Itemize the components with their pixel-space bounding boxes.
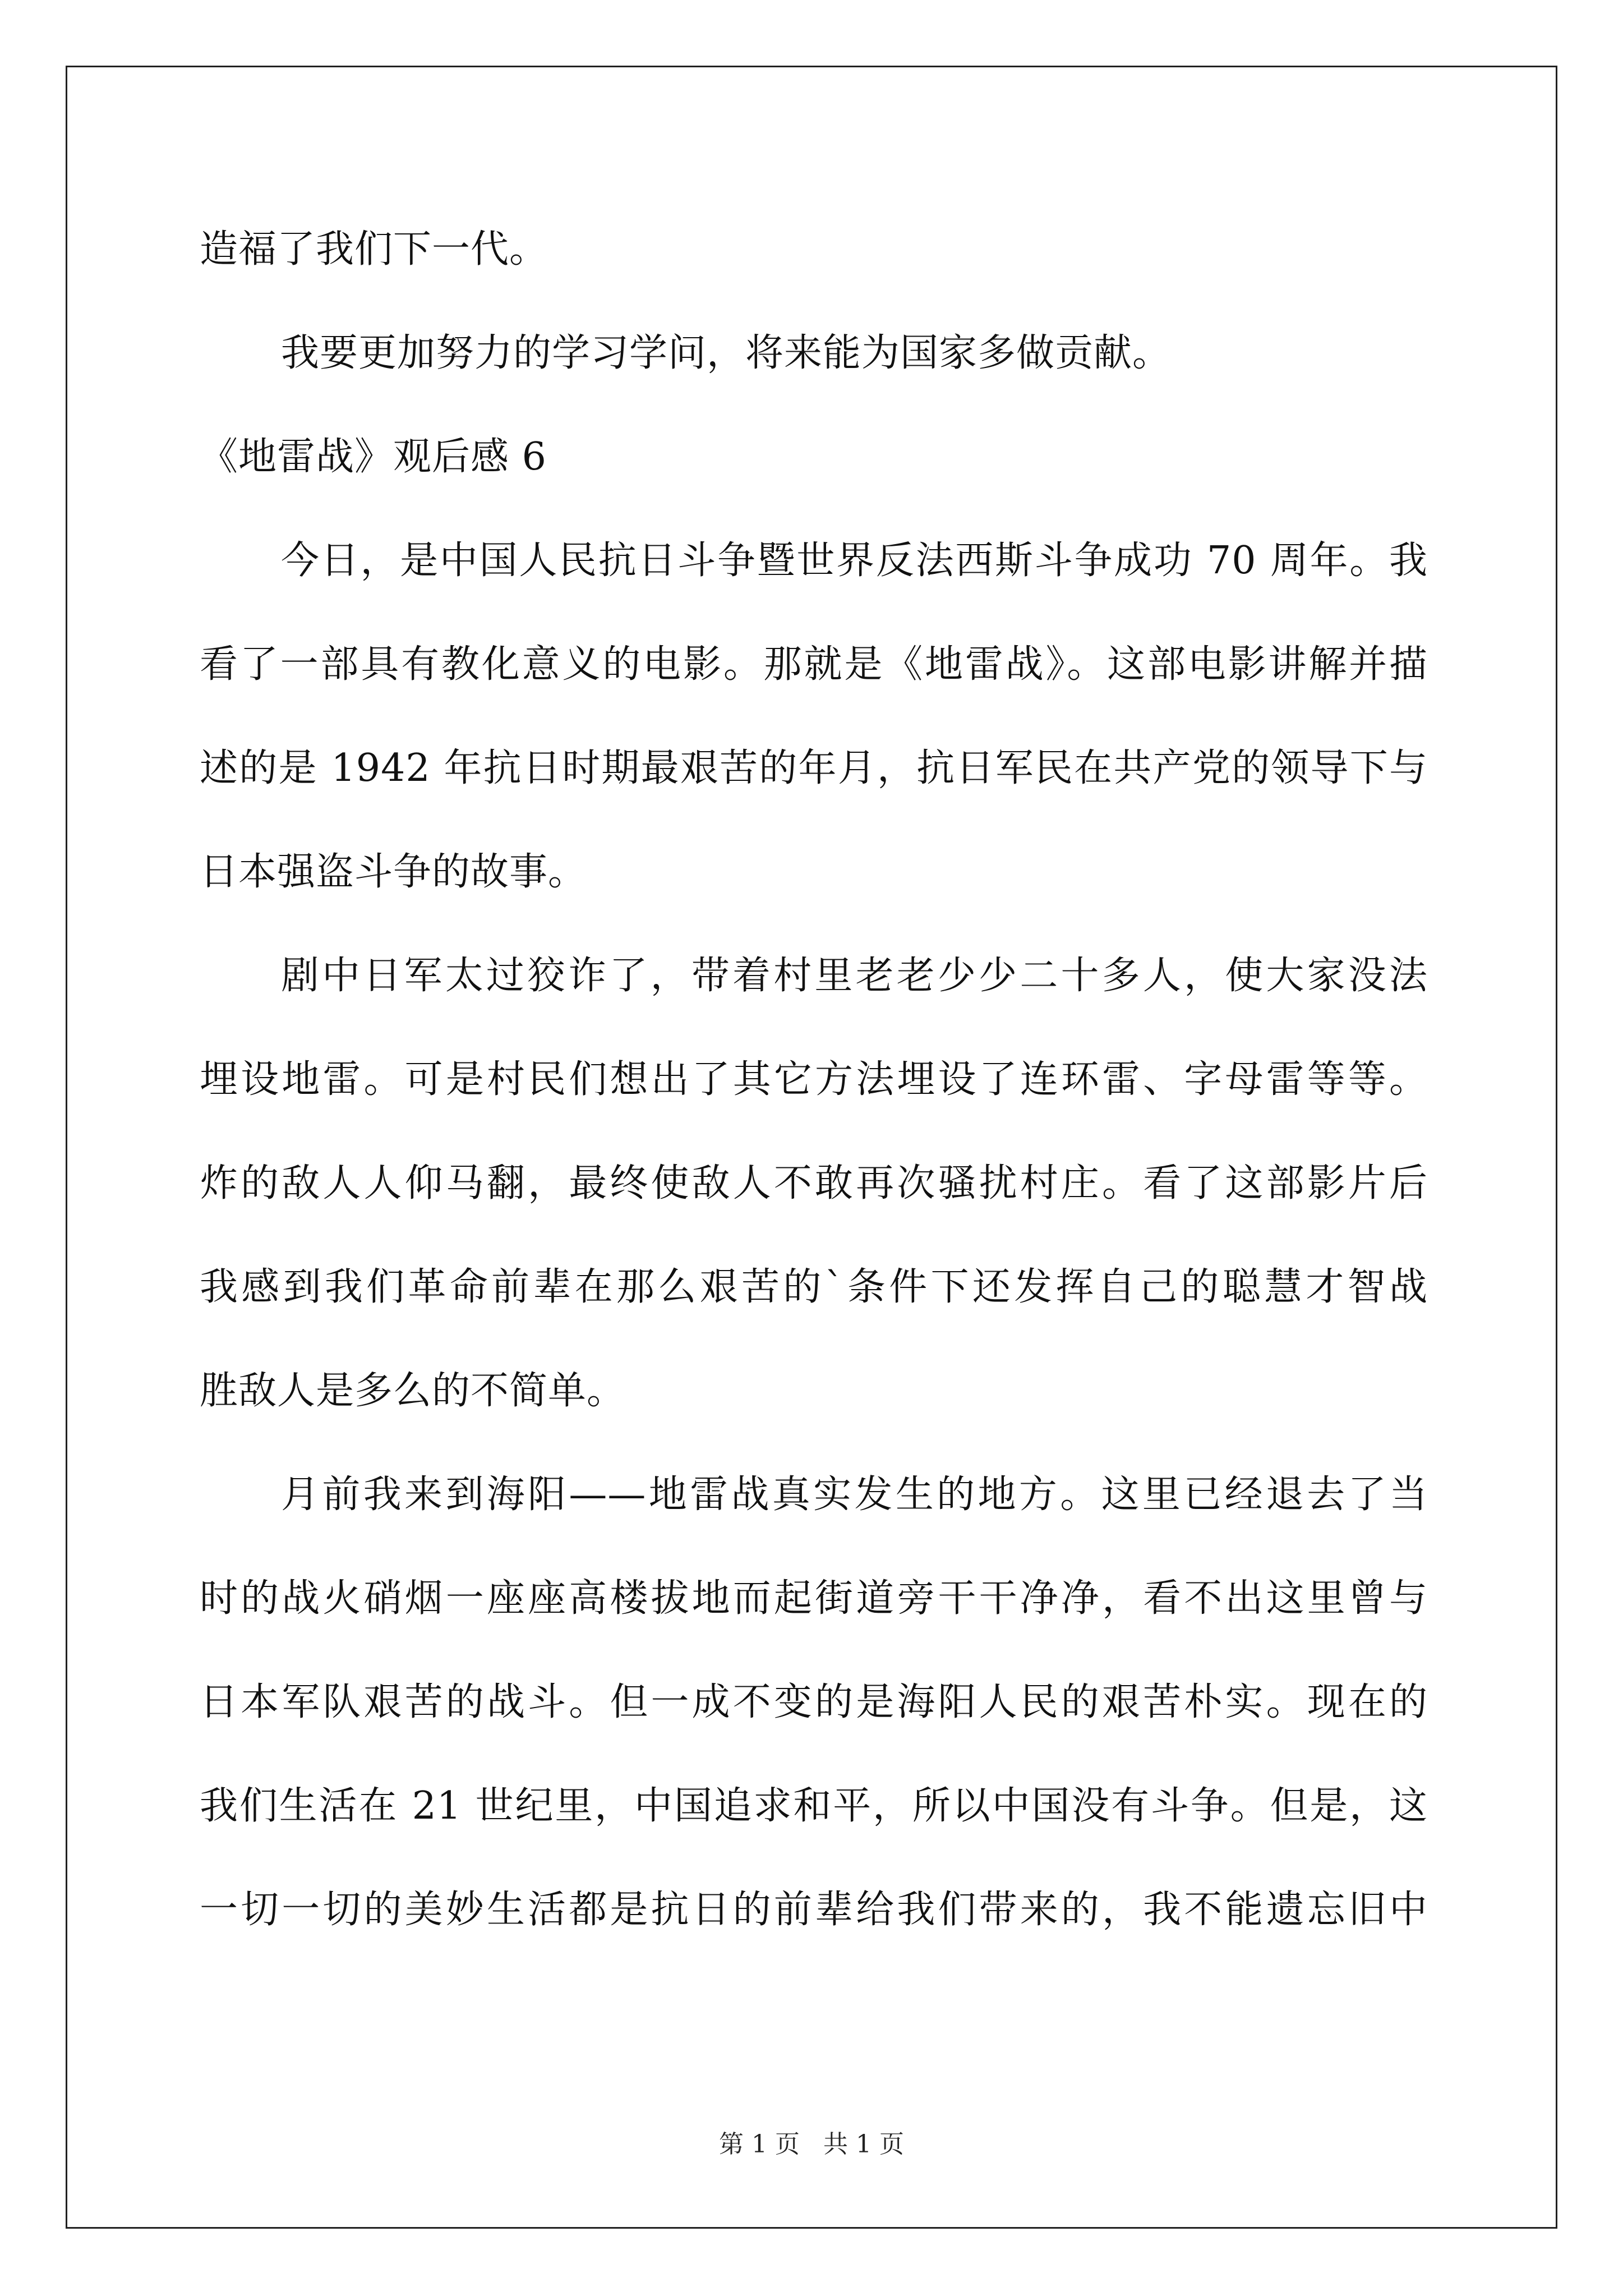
text-line: 炸的敌人人仰马翻，最终使敌人不敢再次骚扰村庄。看了这部影片后 — [200, 1161, 1428, 1205]
text-line: 胜敌人是多么的不简单。 — [200, 1369, 626, 1413]
page-number-footer: 第 1 页 共 1 页 — [719, 2130, 904, 2159]
text-line: 述的是 1942 年抗日时期最艰苦的年月，抗日军民在共产党的领导下与 — [200, 746, 1428, 790]
text-line: 月前我来到海阳——地雷战真实发生的地方。这里已经退去了当 — [281, 1473, 1428, 1517]
text-line: 埋设地雷。可是村民们想出了其它方法埋设了连环雷、字母雷等等。 — [200, 1057, 1428, 1102]
text-line: 今日，是中国人民抗日斗争暨世界反法西斯斗争成功 70 周年。我 — [281, 539, 1428, 583]
text-line: 日本强盗斗争的故事。 — [200, 850, 587, 894]
text-line: 我感到我们革命前辈在那么艰苦的`条件下还发挥自己的聪慧才智战 — [200, 1265, 1428, 1309]
text-line: 我们生活在 21 世纪里，中国追求和平，所以中国没有斗争。但是，这 — [200, 1784, 1428, 1828]
text-line: 一切一切的美妙生活都是抗日的前辈给我们带来的，我不能遗忘旧中 — [200, 1888, 1428, 1932]
text-line: 日本军队艰苦的战斗。但一成不变的是海阳人民的艰苦朴实。现在的 — [200, 1680, 1428, 1724]
section-heading: 《地雷战》观后感 6 — [200, 435, 547, 479]
text-line: 我要更加努力的学习学问，将来能为国家多做贡献。 — [281, 331, 1172, 375]
text-line: 看了一部具有教化意义的电影。那就是《地雷战》。这部电影讲解并描 — [200, 642, 1428, 687]
text-line: 时的战火硝烟一座座高楼拔地而起街道旁干干净净，看不出这里曾与 — [200, 1576, 1428, 1621]
text-line: 造福了我们下一代。 — [200, 227, 548, 272]
text-line: 剧中日军太过狡诈了，带着村里老老少少二十多人，使大家没法 — [281, 954, 1428, 998]
